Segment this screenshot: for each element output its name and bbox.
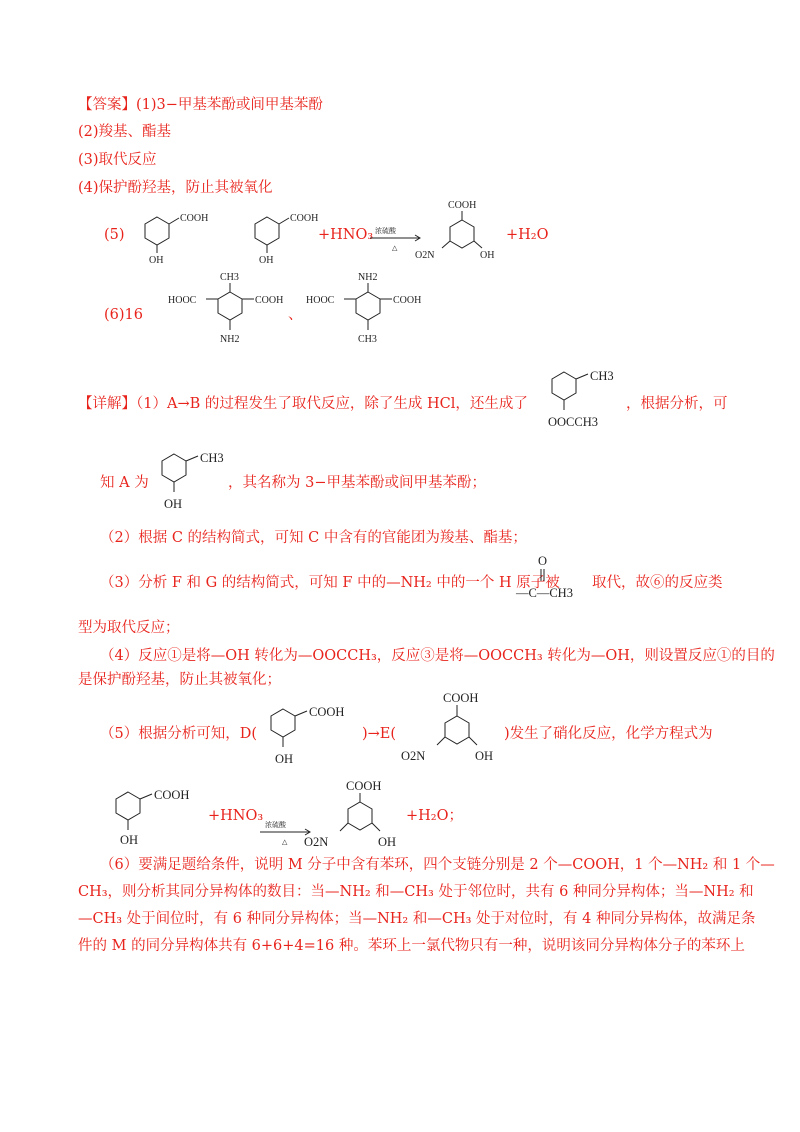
structure-d-equation <box>100 778 210 853</box>
structure-nitro-hydroxybenzoic-acid <box>410 196 520 268</box>
detail-2: （2）根据 C 的结构简式，可知 C 中含有的官能团为羧基、酯基； <box>100 530 527 546</box>
detail-6-c: —CH₃ 处于间位时，有 6 种同分异构体；当—NH₂ 和—CH₃ 处于对位时，有 4 种同分异构体，故满足条 <box>78 911 756 927</box>
svg-text:HOOC: HOOC <box>168 295 197 306</box>
svg-text:OH: OH <box>120 833 139 847</box>
detail-3-a: （3）分析 F 和 G 的结构简式，可知 F 中的—NH₂ 中的一个 H 原子被 <box>100 575 560 591</box>
answer-5-hno3: +HNO₃ <box>318 227 374 243</box>
svg-text:OH: OH <box>275 752 294 766</box>
svg-text:CH3: CH3 <box>200 451 224 465</box>
svg-text:OH: OH <box>475 749 494 763</box>
answer-6-label: (6)16 <box>104 307 143 323</box>
svg-text:OH: OH <box>164 497 183 511</box>
svg-text:COOH: COOH <box>443 691 479 705</box>
answer-line-1: 【答案】(1)3−甲基苯酚或间甲基苯酚 <box>78 97 323 113</box>
answer-line-2: (2)羧基、酯基 <box>78 124 172 140</box>
structure-isomer-2 <box>300 268 440 358</box>
detail-5-a: （5）根据分析可知，D( <box>100 726 258 742</box>
detail-6-b: CH₃，则分析其同分异构体的数目：当—NH₂ 和—CH₃ 处于邻位时，共有 6 种同分异构体；当—NH₂ 和 <box>78 884 754 900</box>
detail-5-b: )→E( <box>362 726 397 742</box>
answer-5-h2o: +H₂O <box>506 227 549 243</box>
svg-text:OH: OH <box>149 255 164 266</box>
svg-text:NH2: NH2 <box>358 272 378 283</box>
svg-text:COOH: COOH <box>309 705 345 719</box>
svg-text:COOH: COOH <box>180 213 209 224</box>
svg-text:浓硫酸: 浓硫酸 <box>375 227 396 235</box>
svg-text:CH3: CH3 <box>590 369 614 383</box>
structure-e <box>395 690 515 772</box>
structure-3-hydroxybenzoic-acid-a <box>135 205 225 265</box>
detail-4-b: 是保护酚羟基，防止其被氧化； <box>78 672 281 688</box>
svg-text:OH: OH <box>378 835 397 849</box>
answer-5-label: (5) <box>104 227 125 243</box>
detail-5-c: )发生了硝化反应，化学方程式为 <box>504 726 713 742</box>
detail-5-hno3: +HNO₃ <box>208 808 264 824</box>
detail-6-a: （6）要满足题给条件，说明 M 分子中含有苯环，四个支链分别是 2 个—COOH，1 个—NH₂ 和 1 个— <box>100 857 775 873</box>
detail-3-c: 型为取代反应； <box>78 620 180 636</box>
structure-d <box>255 695 365 770</box>
answer-line-3: (3)取代反应 <box>78 152 157 168</box>
detail-6-d: 件的 M 的同分异构体共有 6+6+4=16 种。苯环上一氯代物只有一种，说明该同分异构体分子的苯环上 <box>78 938 745 954</box>
structure-3-methylphenol <box>150 440 240 515</box>
svg-text:NH2: NH2 <box>220 334 240 345</box>
svg-text:O2N: O2N <box>304 835 329 849</box>
svg-text:△: △ <box>282 838 288 846</box>
detail-1-d: ，其名称为 3−甲基苯酚或间甲基苯酚； <box>228 475 486 491</box>
detail-1-a: 【详解】（1）A→B 的过程发生了取代反应，除了生成 HCl，还生成了 <box>78 396 528 412</box>
svg-text:O2N: O2N <box>415 250 435 261</box>
detail-4-a: （4）反应①是将—OH 转化为—OOCCH₃，反应③是将—OOCCH₃ 转化为—OH，则设置反应①的目的 <box>100 648 775 664</box>
svg-text:COOH: COOH <box>448 200 477 211</box>
structure-isomer-1 <box>162 268 302 358</box>
svg-text:COOH: COOH <box>346 779 382 793</box>
svg-text:HOOC: HOOC <box>306 295 335 306</box>
svg-text:COOH: COOH <box>290 213 319 224</box>
svg-text:O: O <box>538 554 548 568</box>
svg-text:OOCCH3: OOCCH3 <box>548 415 599 429</box>
svg-text:CH3: CH3 <box>220 272 239 283</box>
svg-text:O2N: O2N <box>401 749 426 763</box>
detail-3-b: 取代，故⑥的反应类 <box>592 575 723 591</box>
detail-1-b: ，根据分析，可 <box>626 396 728 412</box>
svg-text:COOH: COOH <box>255 295 284 306</box>
svg-text:COOH: COOH <box>393 295 422 306</box>
svg-text:浓硫酸: 浓硫酸 <box>265 821 286 829</box>
detail-1-c: 知 A 为 <box>100 475 149 491</box>
svg-text:△: △ <box>392 244 398 252</box>
answer-line-4: (4)保护酚羟基，防止其被氧化 <box>78 180 273 196</box>
svg-text:—C—CH3: —C—CH3 <box>516 586 573 600</box>
svg-text:OH: OH <box>480 250 495 261</box>
svg-text:COOH: COOH <box>154 788 190 802</box>
structure-acetyl-group <box>516 553 596 603</box>
detail-5-h2o: +H₂O； <box>406 808 463 824</box>
answer-6-separator: 、 <box>288 307 303 323</box>
svg-text:OH: OH <box>259 255 274 266</box>
structure-e-equation <box>298 778 418 858</box>
svg-text:CH3: CH3 <box>358 334 377 345</box>
